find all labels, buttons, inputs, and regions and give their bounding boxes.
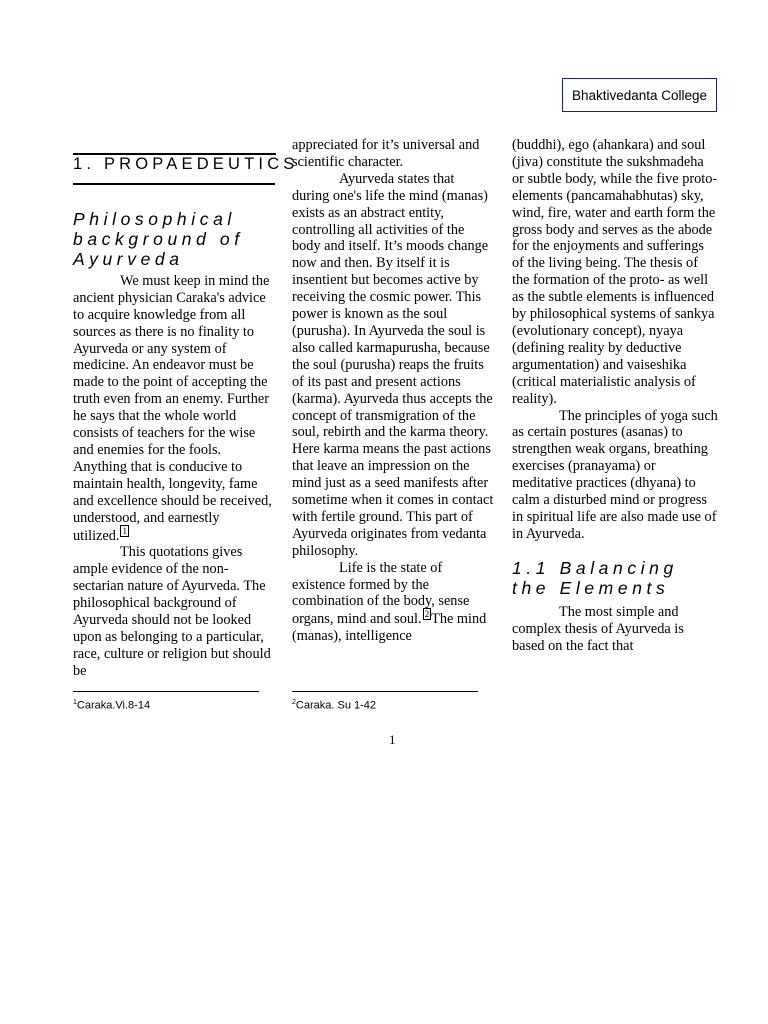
footnote-text: Caraka.Vi.8-14	[76, 699, 151, 712]
paragraph	[73, 273, 275, 544]
footnote-1	[73, 699, 150, 712]
paragraph: The principles of yoga such as certain postures (asanas) to strengthen weak organs, breathing exercises (pranayama) or meditative practices (dhyana) to calm a disturbed mind or progress in spiritual life are also made use of in Ayurveda.	[512, 407, 718, 542]
subheading-balancing-elements: 1.1 Balancing the Elements	[512, 557, 678, 598]
section-title: 1. PROPAEDEUTICS	[73, 156, 275, 185]
footnote-2	[292, 699, 376, 712]
footnote-number: 1	[73, 699, 77, 706]
column-2	[292, 137, 494, 645]
paragraph: (buddhi), ego (ahankara) and soul (jiva) constitute the sukshmadeha or subtle body, while the five proto-elements (pancamahabhutas) sky, wind, fire, water and earth form the gross body and serves as the abode for the enjoyments and sufferings of the living being. The thesis of the formation of the proto- as well as the subtle elements is influenced by philosophical systems of sankya (evolutionary concept), nyaya (defining reality by deductive argumentation) and vaiseshika (critical materialistic analysis of reality).	[512, 137, 718, 407]
paragraph: This quotations gives ample evidence of the non-sectarian nature of Ayurveda. The philosophical background of Ayurveda should not be looked upon as belonging to a particular, race, culture or religion but should be	[73, 544, 271, 679]
footnote-text: Caraka. Su 1-42	[295, 699, 377, 712]
paragraph: The most simple and complex thesis of Ayurveda is based on the fact that	[512, 603, 684, 654]
college-name: Bhaktivedanta College	[571, 87, 708, 103]
paragraph-text: We must keep in mind the ancient physician Caraka's advice to acquire knowledge from all sources as there is no finality to Ayurveda or any system of medicine. An endeavor must be made to the point of accepting the truth even from an enemy. Further he says that the whole world consists of teachers for the wise and enemies for the fools. Anything that is conducive to maintain health, longevity, fame and excellence should be received, understood, and earnestly utilized.	[73, 272, 272, 544]
footnote-number: 2	[292, 699, 296, 706]
footnote-rule-1	[73, 691, 259, 692]
paragraph-text: The mind (manas), intelligence	[292, 611, 487, 645]
footnote-ref-1[interactable]: 1	[122, 525, 127, 536]
column-1	[73, 153, 299, 679]
subheading-philosophical-background: Philosophical background of Ayurveda	[73, 208, 244, 269]
paragraph: appreciated for it’s universal and scientific character.	[292, 137, 480, 170]
column-3	[512, 137, 718, 654]
paragraph: Ayurveda states that during one's life the mind (manas) exists as an abstract entity, controlling all activities of the body and itself. It’s moods change now and then. By itself it is insentient but becomes active by receiving the cosmic power. This power is known as the soul (purusha). In Ayurveda the soul is also called karmapurusha, because the soul (purusha) reaps the fruits of its past and present actions (karma). Ayurveda thus accepts the concept of transmigration of the soul, rebirth and the karma theory. Here karma means the past actions that leave an impression on the mind just as a seed manifests after sometime when it comes in contact with fertile ground. This part of Ayurveda originates from vedanta philosophy.	[292, 170, 494, 559]
page-number: 1	[389, 732, 396, 747]
footnote-ref-2[interactable]: 2	[424, 609, 430, 620]
footnote-rule-2	[292, 691, 478, 692]
header-college-box	[562, 78, 717, 112]
paragraph-text: Life is the state of existence formed by the combination of the body, sense organs, mind and soul.	[292, 559, 470, 628]
paragraph	[292, 560, 494, 645]
